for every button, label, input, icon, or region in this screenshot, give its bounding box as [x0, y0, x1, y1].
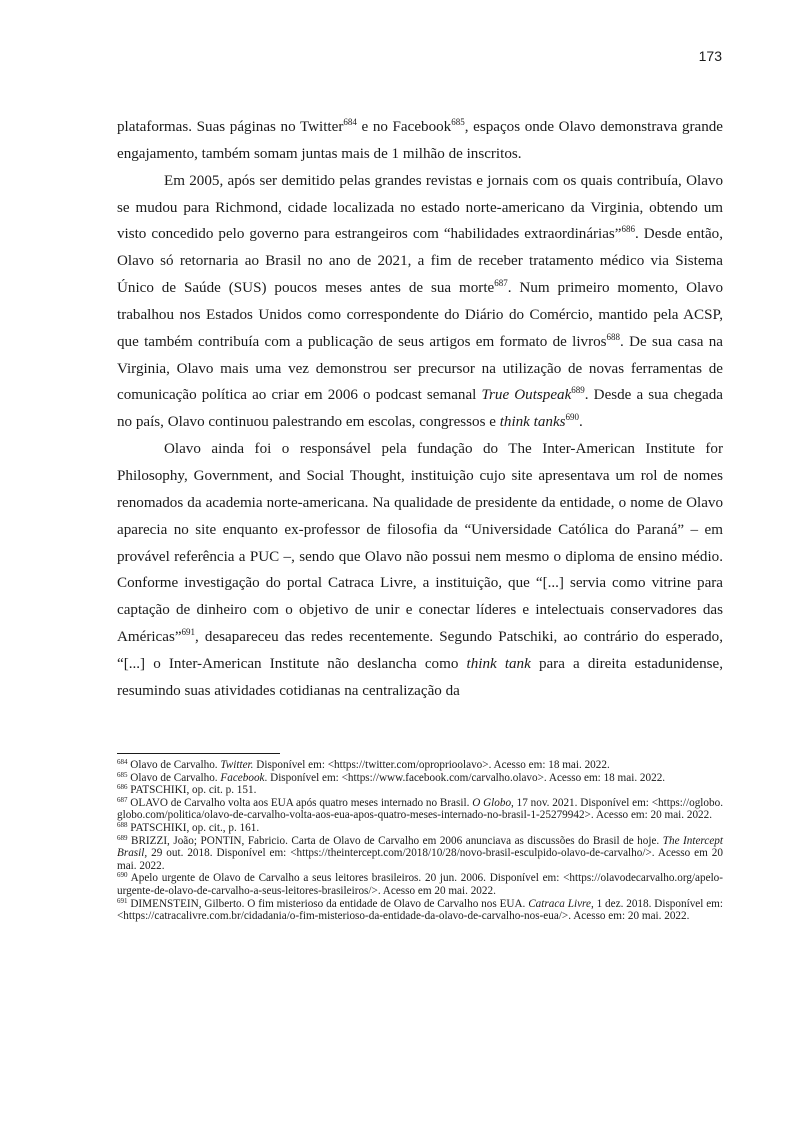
text-run: PATSCHIKI, op. cit. p. 151. [127, 784, 257, 797]
italic-text: Facebook [220, 771, 265, 784]
text-run: e no Facebook [356, 119, 452, 135]
body-text [117, 114, 723, 705]
text-run: OLAVO de Carvalho volta aos EUA após quatro meses internado no Brasil. [127, 796, 473, 809]
footnote-marker: 689 [117, 833, 128, 842]
text-run: . Disponível em: <https://www.facebook.com/carvalho.olavo>. Acesso em: 18 mai. 2022. [264, 771, 666, 784]
footnote [117, 872, 723, 897]
text-run: , espaços onde Olavo demonstrava grande engajamento, também somam juntas mais de 1 milhão de inscritos. [117, 119, 724, 162]
footnote-marker: 686 [117, 783, 128, 792]
footnote-marker: 688 [117, 820, 128, 829]
footnote-marker: 690 [565, 412, 580, 423]
footnote-marker: 687 [117, 795, 128, 804]
text-run: . [579, 414, 583, 431]
footnote [117, 784, 723, 797]
italic-text: O Globo, [472, 796, 514, 809]
text-run: . Desde a sua chegada no país, Olavo continuou palestrando em escolas, congressos e [117, 387, 723, 431]
text-run: DIMENSTEIN, Gilberto. O fim misterioso da entidade de Olavo de Carvalho nos EUA. [127, 897, 529, 910]
footnote-marker: 689 [571, 385, 585, 396]
italic-text: think tank [466, 655, 531, 672]
footnote-marker: 685 [451, 117, 465, 127]
text-run: . De sua casa na Virginia, Olavo mais uma vez demonstrou ser precursor na utilização de novas ferramentas de comunicação política ao criar em 2006 o podcast semanal [117, 333, 723, 404]
paragraph [117, 114, 723, 168]
footnote-marker: 685 [117, 770, 128, 779]
footnote-marker: 691 [181, 627, 196, 638]
italic-text: Twitter. [220, 759, 254, 771]
text-run: PATSCHIKI, op. cit., p. 161. [127, 821, 260, 834]
text-run: Olavo ainda foi o responsável pela fundação do The Inter-American Institute for Philosophy, Government, and Social Thought, instituição cujo site apresentava um rol de nomes renomados da academia norte-americana. Na qualidade de presidente da entidade, o nome de Olavo aparecia no site enquanto ex-professor de filosofia da “Universidade Católica do Paraná” – em provável referência a PUC –, sendo que Olavo não possui nem mesmo o diploma de ensino médio. Conforme investigação do portal Catraca Livre, a instituição, que “[...] servia como vitrine para captação de dinheiro com o objetivo de unir e conectar líderes e intelectuais conservadores das Américas” [117, 441, 723, 646]
text-run: 1 dez. 2018. Disponível em: <https://catracalivre.com.br/cidadania/o-fim-misterioso-da-entidade-da-olavo-de-carvalho-nos-eua/>. Acesso em: 20 mai. 2022. [117, 897, 723, 923]
paragraph [117, 436, 723, 704]
text-run: plataformas. Suas páginas no Twitter [117, 119, 344, 135]
footnote [117, 822, 723, 835]
text-run: , desapareceu das redes recentemente. Segundo Patschiki, ao contrário do esperado, “[...] o Inter-American Institute não deslancha como [117, 629, 723, 672]
italic-text: The Intercept Brasil, [117, 834, 724, 860]
text-run: Em 2005, após ser demitido pelas grandes revistas e jornais com os quais contribuía, Olavo se mudou para Richmond, cidade localizada no estado norte-americano da Virginia, obtendo um visto concedido pelo governo para estrangeiros com “habilidades extraordinárias” [117, 172, 723, 243]
footnote-marker: 684 [117, 758, 128, 766]
footnote-marker: 687 [494, 278, 508, 289]
footnote [117, 797, 723, 822]
text-run: Apelo urgente de Olavo de Carvalho a seus leitores brasileiros. 20 jun. 2006. Disponível em: <https://olavodecarvalho.org/apelo-urgente-de-olavo-de-carvalho-a-seus-leitores-brasileiros/>. Acesso em 20 mai. 2022. [117, 872, 723, 897]
text-run: Olavo de Carvalho. [127, 759, 221, 771]
text-run: 29 out. 2018. Disponível em: <https://theintercept.com/2018/10/28/novo-brasil-esculpido-olavo-de-carvalho/>. Acesso em 20 mai. 2022. [117, 847, 723, 872]
italic-text: True Outspeak [481, 387, 572, 404]
footnote-marker: 684 [343, 117, 357, 127]
text-run: Olavo de Carvalho. [127, 771, 221, 784]
footnote-marker: 688 [606, 331, 621, 342]
italic-text: Catraca Livre, [528, 897, 594, 910]
footnote-marker: 690 [117, 871, 128, 880]
text-run: . Desde então, Olavo só retornaria ao Brasil no ano de 2021, a fim de receber tratamento médico via Sistema Único de Saúde (SUS) poucos meses antes de sua morte [117, 226, 724, 297]
text-run: para a direita estadunidense, resumindo suas atividades cotidianas na centralização da [117, 655, 723, 699]
text-run: BRIZZI, João; PONTIN, Fabricio. Carta de Olavo de Carvalho em 2006 anunciava as discussões do Brasil de hoje. [127, 834, 663, 847]
footnotes [117, 759, 723, 923]
footnote-separator [117, 753, 280, 754]
footnote [117, 835, 723, 873]
footnote-marker: 686 [621, 224, 636, 235]
footnote [117, 898, 723, 923]
italic-text: think tanks [499, 414, 566, 431]
footnote [117, 759, 723, 772]
text-run: Disponível em: <https://twitter.com/oproprioolavo>. Acesso em: 18 mai. 2022. [253, 759, 610, 771]
footnote [117, 772, 723, 785]
text-run: 17 nov. 2021. Disponível em: [513, 796, 652, 809]
page-number: 173 [698, 48, 722, 64]
paragraph [117, 168, 723, 436]
text-run: Acesso em: 20 mai. 2022. [593, 809, 713, 822]
text-run: . Num primeiro momento, Olavo trabalhou nos Estados Unidos como correspondente do Diário do Comércio, mantido pela ACSP, que também contribuía com a publicação de seus artigos em formato de livros [117, 280, 723, 350]
footnote-marker: 691 [117, 896, 128, 905]
url-text: <https://oglobo.globo.com/politica/olavo-de-carvalho-volta-aos-eua-apos-quatro-meses-internado-no-brasil-1-25279942>. [117, 796, 723, 822]
